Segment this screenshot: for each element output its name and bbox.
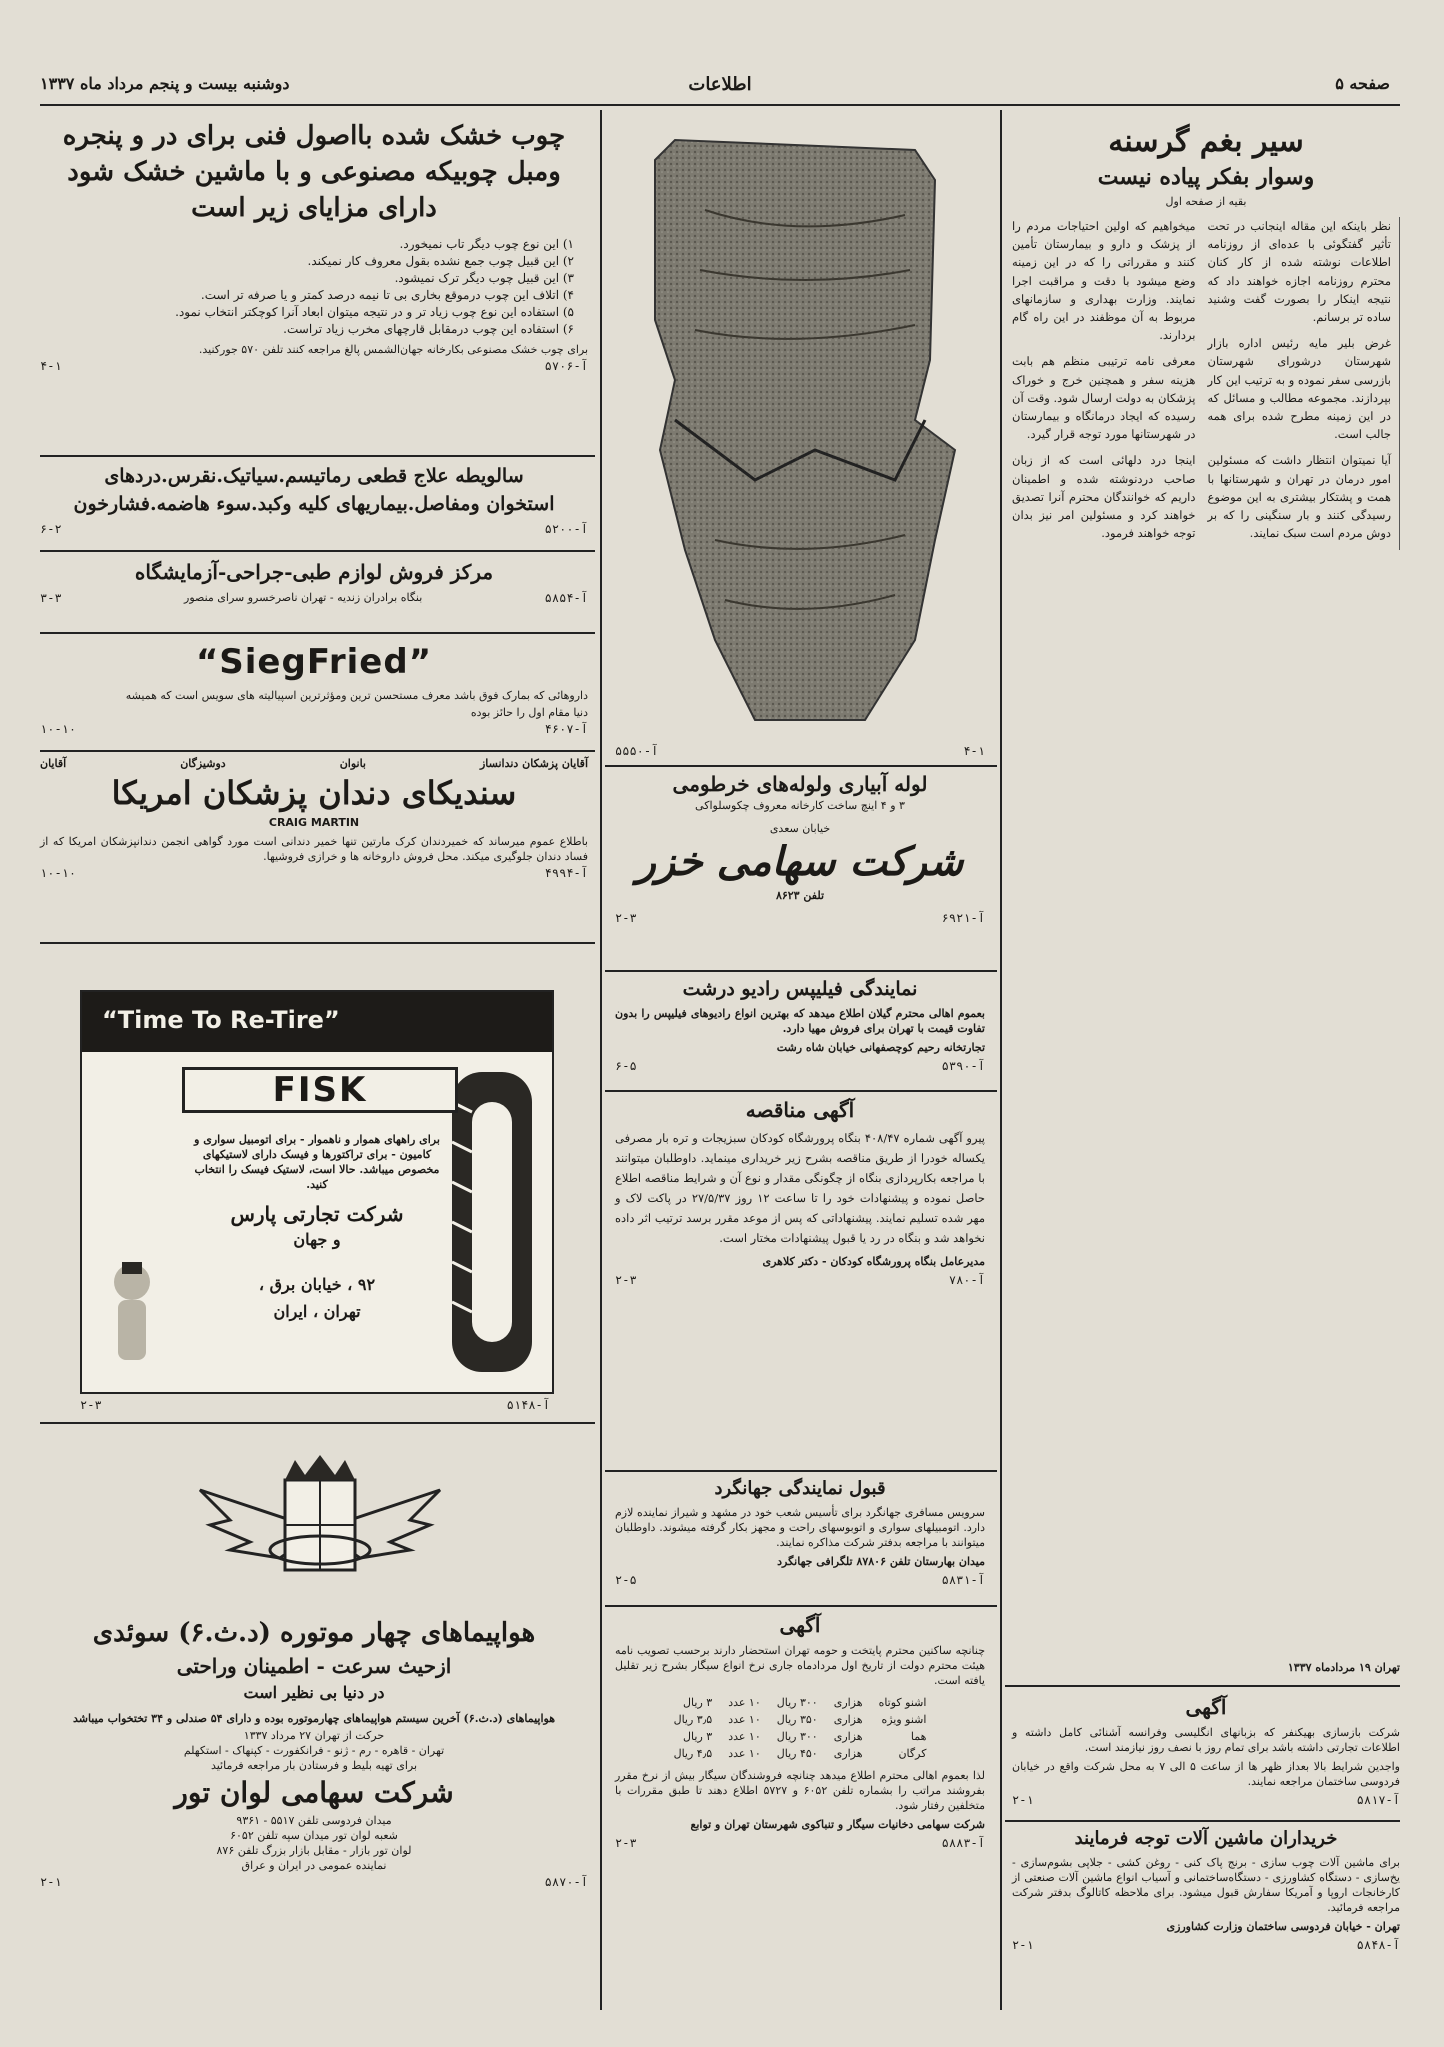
editorial-paragraph: آیا نمیتوان انتظار داشت که مسئولین امور درمان در تهران و شهرستانها با همت و پشتکار بیشتری به این موضوع رسیدگی کنند و بار سنگینی را که بر دوش مردم است سبک نمایند. [1207,453,1391,541]
editorial-paragraph: معرفی نامه ترتیبی منظم هم بابت هزینه سفر و همچنین خرج و خوراک پزشکان به دولت ارسال شود. وقت آن رسیده که ایجاد درمانگاه و بیمارستان در شهرستانها مورد توجه قرار گیرد. [1012,354,1196,442]
sas-code: ۲-۱ [40,1875,62,1889]
section-rule [605,1605,997,1607]
company-street: خیابان سعدی [769,822,831,835]
price-cell: ۱۰ عدد [728,1730,761,1743]
section-rule [40,942,595,944]
audience-label: آقایان پزشکان دندانساز [480,757,588,770]
audience-label: آقایان [40,757,67,770]
price-row [666,1745,935,1762]
tender-title: آگهی مناقصه [745,1098,855,1122]
fisk-and: و جهان [293,1230,341,1249]
philips-ad [615,978,985,1073]
tube-title: لوله آبیاری ولوله‌های خرطومی [672,772,928,796]
section-rule [40,455,595,457]
sas-address: میدان فردوسی تلفن ۵۵۱۷ - ۹۳۶۱ [236,1814,392,1827]
dentists-code: ۱۰-۱۰ [40,866,77,880]
fisk-code: آ-۵۱۴۸ [506,1398,550,1412]
sas-route: تهران - قاهره - رم - ژنو - فرانکفورت - کپنهاک - استکهلم [183,1744,445,1757]
price-cell: هزاری [833,1713,863,1726]
center-code: ۳-۳ [40,590,62,605]
notice-code: ۲-۳ [615,1836,637,1850]
sas-ticket: برای تهیه بلیط و فرستادن بار مراجعه فرمائید [210,1759,418,1772]
wood-benefit: ۴) اتلاف این چوب درموقع بخاری بی تا نیمه درصد کمتر و یا صرفه تر است. [200,288,574,302]
editorial-signature: تهران ۱۹ مردادماه ۱۳۳۷ [1287,1661,1400,1674]
sas-code: آ-۵۸۷۰ [544,1875,588,1889]
photo-code: ۴-۱ [963,744,985,758]
price-cell: اشنو ویژه [881,1713,927,1726]
masthead: اطلاعات [688,74,752,95]
wood-code: آ-۵۷۰۶ [544,359,588,373]
wood-benefits [40,236,588,338]
editorial-paragraph: میخواهیم که اولین احتیاجات مردم را از پزشک و دارو و بیمارستان تأمین کنند و مقرراتی را که در این زمینه وضع میشود با دقت و مراقبت اجرا نمایند. وزارت بهداری و سازمانهای مربوط به آن موظفند در این راه گام بردارند. [1012,219,1196,343]
section-rule [40,550,595,552]
section-rule [1005,1685,1400,1687]
siegfried-code: ۱۰-۱۰ [40,722,77,736]
company-phone: تلفن ۸۶۲۳ [775,889,825,902]
machine-title: خریداران ماشین آلات توجه فرمایند [1074,1828,1338,1849]
section-rule [605,765,997,767]
siegfried-text: دنیا مقام اول را حائز بوده [470,706,588,719]
center-address: بنگاه برادران زندیه - تهران ناصرخسرو سرای منصور [184,591,423,604]
price-cell: ۳٫۵ ریال [673,1713,713,1726]
machine-text: برای ماشین آلات چوب سازی - برنج پاک کنی - روغن کشی - جلاپی بشوم‌سازی - یخ‌سازی - دستگاه کشاورزی - دستگاه‌ساختمانی و آسیاب انواع ماشین آلات صنعتی از کارخانجات اروپا و آمریکا سفارش قبول میشود. برای ملاحظه کاتالوگ بدفتر شرکت مراجعه فرمائید. [1012,1856,1400,1914]
company-code: ۲-۳ [615,911,637,925]
fisk-tagline: “Time To Re-Tire” [102,1006,340,1034]
sas-logo [190,1450,450,1600]
ad-text: واجدین شرایط بالا بعداز ظهر ها از ساعت ۵ الی ۷ به محل شرکت واقع در خیابان فردوسی ساختمان مراجعه نمایند. [1012,1760,1400,1788]
editorial [1012,122,1400,550]
price-cell: ۳۰۰ ریال [776,1696,818,1709]
price-table [666,1694,935,1762]
cigarette-notice [615,1613,985,1850]
price-row [666,1711,935,1728]
sas-subtitle: در دنیا بی نظیر است [243,1683,385,1702]
price-cell: ۳ ریال [683,1730,713,1743]
tube-subtitle: ۳ و ۴ اینچ ساخت کارخانه معروف چکوسلواکی [695,799,905,812]
document-photo [615,120,985,740]
price-cell: هزاری [833,1730,863,1743]
section-rule [605,1470,997,1472]
salvo-code: ۶-۲ [40,522,62,536]
editorial-paragraph: نظر باینکه این مقاله اینجانب در تحت تأثیر گفتگوئی با عده‌ای از روزنامه اطلاعات نوشته شده از کار کنان محترم روزنامه اجازه خواهند داد که نتیجه اینکار را بصورت گفت وشنید ساده تر برسانم. [1207,219,1391,325]
wood-benefit: ۲) این قبیل چوب جمع نشده بقول معروف کار نمیکند. [307,254,574,268]
sas-address: شعبه لوان تور میدان سپه تلفن ۶۰۵۲ [230,1829,398,1842]
editorial-paragraph: غرض بلیر مایه رئیس اداره بازار شهرستان درشوراى شهرستان بازرسى سفر نموده و به ترتیب این کار بپردازند. مجموعه مطالب و مسائل که در این زمینه مطرح شده برای همه جالب است. [1207,336,1391,442]
price-row [666,1694,935,1711]
machinery-ad [1012,1828,1400,1952]
sas-address: لوان تور بازار - مقابل بازار بزرگ تلفن ۸۷۶ [216,1844,412,1857]
fisk-code: ۲-۳ [80,1398,102,1412]
notice-signature: شرکت سهامی دخانیات سیگار و تنباکوی شهرستان تهران و توابع [690,1818,985,1831]
notice-text: چنانچه ساکنین محترم پایتخت و حومه تهران استحضار دارند برحسب تصویب نامه هیئت محترم دولت از تاریخ اول مردادماه جاری نرخ انواع سیگار بشرح زیر تقلیل یافته است. [615,1644,985,1687]
siegfried-title: “SiegFried” [195,642,433,682]
tender-text: پیرو آگهی شماره ۴۰۸/۴۷ بنگاه پرورشگاه کودکان سبزیجات و تره بار مصرفی یکساله خودرا از طریق مناقصه بشرح زیر خریداری مینماید. داوطلبان میتوانند با مراجعه بکارپردازی بنگاه از چگونگی مقدار و نوع آن و شرایط مناقصه اطلاع حاصل نموده و پیشنهادات خود را تا ساعت ۱۲ روز ۲۷/۵/۳۷ در پاکت لاک و مهر شده تسلیم نمایند. پیشنهاداتی که پس از موعد مقرر برسد ترتیب اثر داده نخواهد شد و بنگاه در رد یا قبول پیشنهادات مختار است. [615,1131,985,1245]
wood-ad [40,118,588,373]
ad-code: آ-۵۸۱۷ [1356,1793,1400,1807]
tender-ad [615,1098,985,1287]
philips-code: آ-۵۳۹۰ [941,1059,985,1073]
dentists-text: باطلاع عموم میرساند که خمیردندان کرک مارتین تنها خمیر دندانی است مورد گواهی انجمن دندانپزشکان امریکا که از فساد دندان جلوگیری میکند. محل فروش داروخانه ها و خرازی فروشیها. [40,835,588,863]
price-cell: ۱۰ عدد [728,1747,761,1760]
sas-title: هواپیماهای چهار موتوره (د.ث.۶) سوئدی [92,1618,536,1648]
fisk-ad [80,990,554,1394]
salvo-title: سالویطه علاج قطعی رماتیسم.سیاتیک.نقرس.دردهای [104,465,524,487]
wood-benefit: ۵) استفاده این نوع چوب زیاد تر و در نتیجه میتوان ابعاد آنرا کوچکتر انتخاب نمود. [175,305,574,319]
price-cell: کرگان [898,1747,927,1760]
tender-code: آ-۷۸۰ [948,1273,985,1287]
philips-title: نمایندگی فیلیپس رادیو درشت [682,978,918,1000]
price-row [666,1728,935,1745]
english-french-ad [1012,1695,1400,1807]
ad-title: آگهی [1185,1695,1227,1719]
issue-date: دوشنبه بیست و پنجم مرداد ماه ۱۳۳۷ [40,74,290,93]
philips-code: ۶-۵ [615,1059,637,1073]
salvo-title: استخوان ومفاصل.بیماریهای کلیه وکبد.سوء هاضمه.فشارخون [73,493,555,515]
agency-title: قبول نمایندگی جهانگرد [714,1478,886,1499]
wood-code: ۴-۱ [40,359,62,373]
price-cell: ۳ ریال [683,1696,713,1709]
section-rule [40,1422,595,1424]
sas-subtitle: ازحیث سرعت - اطمینان وراحتی [176,1654,452,1678]
column-rule [1000,110,1002,2010]
audience-label: دوشیزگان [180,757,226,770]
agency-ad [615,1478,985,1587]
wood-benefit: ۳) این قبیل چوب دیگر ترک نمیشود. [394,271,574,285]
siegfried-ad [40,640,588,736]
newspaper-page [40,60,1400,2020]
agency-text: سرویس مسافری جهانگرد برای تأسیس شعب خود در مشهد و شیراز نماینده لازم دارد. اتومبیلهای سواری و اتوبوسهای راحت و مجهز بکار گرفته میشوند. داوطلبان میتوانند با مراجعه بدفتر شرکت مذاکره نمایند. [615,1506,985,1549]
price-cell: ۱۰ عدد [728,1713,761,1726]
siegfried-code: آ-۴۶۰۷ [544,722,588,736]
sas-address: نماینده عمومی در ایران و عراق [241,1859,387,1872]
center-code: آ-۵۸۵۴ [544,590,588,605]
photo-code: آ-۵۵۵۰ [615,744,659,758]
price-cell: هزاری [833,1747,863,1760]
machine-address: تهران - خیابان فردوسی ساختمان وزارت کشاورزی [1166,1920,1400,1933]
fisk-child-illustration [92,1062,172,1382]
philips-text: بعموم اهالی محترم گیلان اطلاع میدهد که بهترین انواع رادیوهای فیلیپس را بدون تفاوت قیمت با تهران برای فروش مهیا دارد. [615,1007,985,1035]
dentists-title: سندیکای دندان پزشکان امریکا [111,774,517,812]
salvo-ad [40,462,588,536]
company-code: آ-۶۹۲۱ [941,911,985,925]
price-cell: ۴٫۵ ریال [673,1747,713,1760]
section-rule [40,750,595,752]
wood-title: دارای مزایای زیر است [191,193,437,223]
machine-code: ۲-۱ [1012,1938,1034,1952]
sas-company: شرکت سهامی لوان تور [174,1776,454,1809]
editorial-continued: بقیه از صفحه اول [1165,195,1247,208]
company-name: شرکت سهامی خزر [636,838,964,885]
notice-title: آگهی [779,1613,821,1637]
sas-ad [40,1615,588,1889]
fisk-address: ۹۲ ، خیابان برق ، [258,1275,376,1294]
fisk-company: شرکت تجارتی پارس [230,1202,404,1226]
section-rule [1005,1820,1400,1822]
fisk-brand: FISK [272,1070,368,1110]
fisk-text: برای راههای هموار و ناهموار - برای اتومبیل سواری و کامیون - برای تراکتورها و فیسک دارای لاستیکهای مخصوص میباشد. حالا است، لاستیک فیسک را انتخاب کنید. [194,1133,440,1191]
dentists-code: آ-۴۹۹۴ [544,866,588,880]
section-rule [605,1090,997,1092]
machine-code: آ-۵۸۴۸ [1356,1938,1400,1952]
price-cell: ۱۰ عدد [728,1696,761,1709]
section-rule [605,970,997,972]
editorial-title: سیر بغم گرسنه [1108,124,1304,159]
price-cell: اشنو کوتاه [878,1696,927,1709]
editorial-paragraph: اینجا درد دلهائی است که از زبان صاحب دردنوشته شده و اطمینان داریم که خوانندگان محترم آنرا تصدیق خواهند کرد و مسئولین امر نیز بدان توجه خواهند فرمود. [1012,453,1196,541]
price-cell: ۴۵۰ ریال [776,1747,818,1760]
ad-text: شرکت بازسازی بهیکنفر که بزبانهای انگلیسی وفرانسه آشنائی کامل داشته و اطلاعات تجارتی داشته باشد برای تمام روز با نصف روز نیازمند است. [1012,1726,1400,1754]
ad-code: ۲-۱ [1012,1793,1034,1807]
page-number: صفحه ۵ [1335,74,1390,93]
price-cell: هزاری [833,1696,863,1709]
dentists-ad [40,756,588,880]
dentists-brand: CRAIG MARTIN [268,816,360,829]
notice-text: لذا بعموم اهالی محترم اطلاع میدهد چنانچه فروشندگان سیگار بیش از نرخ مقرر بفروشند مراتب را بشماره تلفن ۶۰۵۲ و ۵۷۲۷ اطلاع دهند تا طبق مقررات با متخلفین رفتار شود. [615,1769,985,1812]
wood-title: چوب خشک شده بااصول فنی برای در و پنجره [62,121,566,151]
medical-supply-ad [40,558,588,605]
fisk-city: تهران ، ایران [273,1302,361,1321]
agency-code: آ-۵۸۳۱ [941,1573,985,1587]
price-cell: هما [910,1730,927,1743]
sas-text: هواپیماهای (د.ث.۶) آخرین سیستم هواپیماهای چهارموتوره بوده و دارای ۵۴ صندلی و ۳۴ تختخواب میباشد [72,1712,556,1725]
siegfried-text: داروهائی که بمارک فوق باشد معرف مستحسن ترین ومؤثرترین اسپیالیته های سویس است که همیشه [125,689,588,702]
price-cell: ۳۰۰ ریال [776,1730,818,1743]
agency-address: میدان بهارستان تلفن ۸۷۸۰۶ تلگرافی جهانگرد [777,1555,985,1568]
philips-shop: تجارتخانه رحیم کوچصفهانی خیابان شاه رشت [776,1041,985,1054]
wood-benefit: ۶) استفاده این چوب درمقابل قارچهای مخرب زیاد تراست. [283,322,574,336]
header-rule [40,104,1400,106]
column-rule [600,110,602,2010]
sas-date: حرکت از تهران ۲۷ مرداد ۱۳۳۷ [243,1729,385,1742]
salvo-code: آ-۵۲۰۰ [544,522,588,536]
audience-label: بانوان [339,757,366,770]
tender-code: ۲-۳ [615,1273,637,1287]
document-photo-image [615,120,985,740]
center-title: مرکز فروش لوازم طبی-جراحی-آزمایشگاه [134,560,494,584]
tender-signature: مدیرعامل بنگاه پرورشگاه کودکان - دکتر کلاهری [762,1255,985,1268]
sas-wings-crown-logo [190,1450,450,1600]
wood-contact: برای چوب خشک مصنوعی بکارخانه جهان‌الشمس پالغ مراجعه کنند تلفن ۵۷۰ جورکنید. [198,343,588,356]
agency-code: ۲-۵ [615,1573,637,1587]
section-rule [40,632,595,634]
notice-code: آ-۵۸۸۳ [941,1836,985,1850]
wood-title: ومبل چوبیکه مصنوعی و با ماشین خشک شود [67,157,561,187]
editorial-subtitle: وسوار بفکر پیاده نیست [1097,164,1315,190]
wood-benefit: ۱) این نوع چوب دیگر تاب نمیخورد. [399,237,574,251]
khazar-ad [615,772,985,925]
price-cell: ۳۵۰ ریال [776,1713,818,1726]
